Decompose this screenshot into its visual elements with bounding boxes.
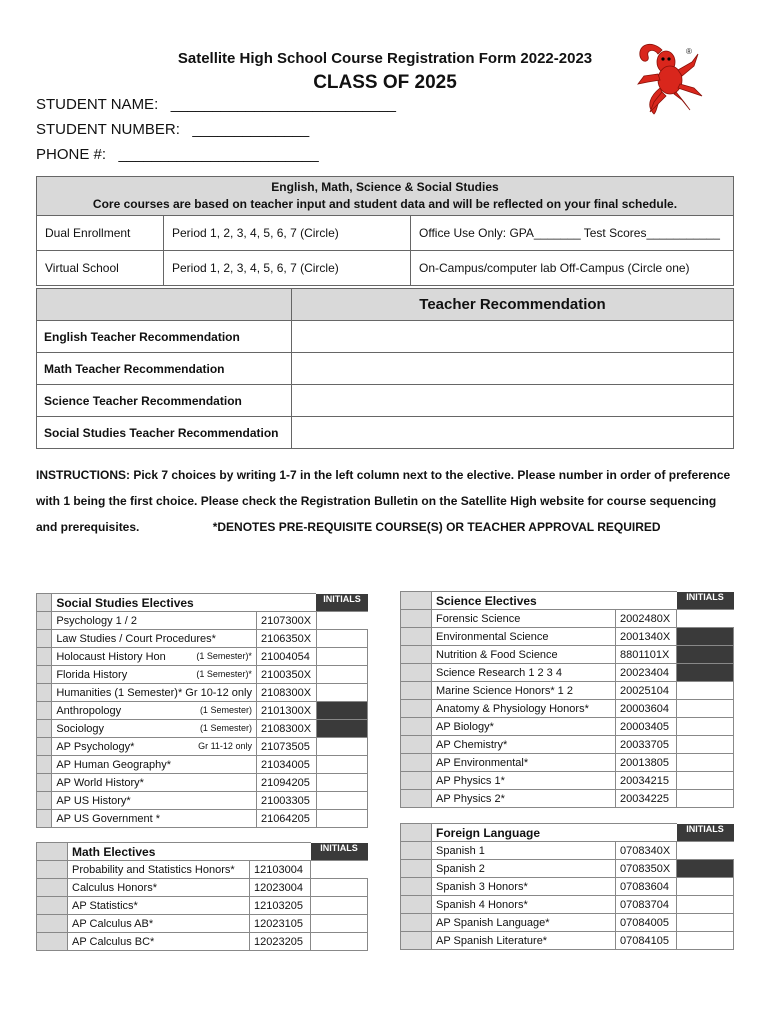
course-name-text: Probability and Statistics Honors* — [72, 863, 235, 876]
scorpion-logo-icon — [632, 40, 706, 122]
course-code: 2106350X — [256, 630, 316, 648]
recommendation-label: Math Teacher Recommendation — [37, 353, 292, 385]
choice-box[interactable] — [401, 664, 432, 682]
recommendation-label: Science Teacher Recommendation — [37, 385, 292, 417]
choice-box[interactable] — [37, 612, 52, 630]
course-name-text: AP Psychology* — [56, 740, 135, 753]
initials-box[interactable] — [316, 810, 367, 828]
choice-box[interactable] — [401, 860, 432, 878]
course-name — [432, 628, 616, 646]
science-electives-table — [400, 591, 734, 808]
recommendation-row — [37, 417, 734, 449]
course-row — [401, 736, 734, 754]
recommendation-entry[interactable] — [292, 417, 734, 449]
course-code: 12023105 — [250, 915, 311, 933]
course-name — [68, 861, 250, 879]
course-name-text: Nutrition & Food Science — [436, 648, 558, 661]
course-name — [432, 700, 616, 718]
course-code: 20034225 — [616, 790, 677, 808]
course-name — [432, 842, 616, 860]
campus-options[interactable]: On-Campus/computer lab Off-Campus (Circle one) — [411, 251, 734, 286]
initials-box[interactable] — [677, 772, 734, 790]
course-name — [52, 756, 257, 774]
course-name-text: Humanities (1 Semester)* Gr 10-12 only — [56, 686, 252, 699]
choice-box[interactable] — [37, 933, 68, 951]
initials-box[interactable] — [316, 756, 367, 774]
course-code: 20023404 — [616, 664, 677, 682]
course-name — [52, 810, 257, 828]
course-name — [432, 754, 616, 772]
course-name — [432, 664, 616, 682]
initials-box[interactable] — [677, 736, 734, 754]
recommendation-label: Social Studies Teacher Recommendation — [37, 417, 292, 449]
choice-box[interactable] — [37, 915, 68, 933]
choice-box[interactable] — [401, 592, 432, 610]
course-note: Gr 11-12 only — [198, 740, 252, 751]
course-row — [401, 790, 734, 808]
course-name — [52, 720, 257, 738]
course-code: 2108300X — [256, 684, 316, 702]
course-name — [432, 932, 616, 950]
foreign-language-table — [400, 823, 734, 950]
choice-box[interactable] — [37, 684, 52, 702]
initials-box[interactable] — [677, 790, 734, 808]
course-code: 2108300X — [256, 720, 316, 738]
initials-box[interactable] — [677, 754, 734, 772]
course-name-text: Science Research 1 2 3 4 — [436, 666, 562, 679]
course-name-text: AP Physics 2* — [436, 792, 505, 805]
student-name-field[interactable]: STUDENT NAME: ___________________________ — [36, 96, 396, 113]
course-code: 12103205 — [250, 897, 311, 915]
course-row — [37, 933, 368, 951]
course-name — [68, 879, 250, 897]
math-electives-table — [36, 842, 368, 951]
course-name — [68, 915, 250, 933]
choice-box[interactable] — [37, 861, 68, 879]
course-row — [401, 682, 734, 700]
core-heading-line2: Core courses are based on teacher input and student data and will be reflected on your final schedule. — [92, 197, 678, 211]
initials-box[interactable] — [677, 914, 734, 932]
course-code: 21094205 — [256, 774, 316, 792]
recommendation-row — [37, 385, 734, 417]
choice-box[interactable] — [401, 772, 432, 790]
course-row — [37, 756, 368, 774]
course-name — [432, 790, 616, 808]
course-note: (1 Semester)* — [196, 668, 252, 679]
course-row — [37, 720, 368, 738]
course-row — [401, 932, 734, 950]
course-name-text: AP Calculus BC* — [72, 935, 155, 948]
course-name-text: AP Spanish Language* — [436, 916, 550, 929]
course-row — [37, 879, 368, 897]
choice-box[interactable] — [37, 666, 52, 684]
choice-box[interactable] — [401, 932, 432, 950]
course-code: 20013805 — [616, 754, 677, 772]
recommendation-entry[interactable] — [292, 353, 734, 385]
course-code: 2001340X — [616, 628, 677, 646]
choice-box[interactable] — [401, 878, 432, 896]
course-name — [52, 666, 257, 684]
initials-box[interactable] — [316, 666, 367, 684]
recommendation-row — [37, 353, 734, 385]
initials-box[interactable] — [311, 933, 368, 951]
course-code: 20025104 — [616, 682, 677, 700]
course-name-text: AP Biology* — [436, 720, 494, 733]
core-courses-table — [36, 176, 734, 286]
row-label: Dual Enrollment — [37, 216, 164, 251]
initials-box[interactable] — [311, 879, 368, 897]
course-name — [432, 646, 616, 664]
choice-box[interactable] — [401, 842, 432, 860]
course-name — [52, 684, 257, 702]
course-row — [37, 648, 368, 666]
course-name-text: Environmental Science — [436, 630, 549, 643]
course-row — [401, 896, 734, 914]
initials-box[interactable] — [311, 915, 368, 933]
choice-box[interactable] — [401, 628, 432, 646]
course-code: 21003305 — [256, 792, 316, 810]
course-code: 21064205 — [256, 810, 316, 828]
course-name-text: Calculus Honors* — [72, 881, 157, 894]
teacher-recommendation-heading: Teacher Recommendation — [292, 289, 734, 321]
choice-box[interactable] — [37, 702, 52, 720]
course-name-text: Spanish 3 Honors* — [436, 880, 528, 893]
initials-box[interactable] — [677, 860, 734, 878]
course-row — [401, 754, 734, 772]
course-row — [401, 860, 734, 878]
course-code: 2107300X — [256, 612, 316, 630]
choice-box[interactable] — [401, 790, 432, 808]
course-name — [432, 610, 616, 628]
course-name-text: AP Spanish Literature* — [436, 934, 548, 947]
course-name — [432, 718, 616, 736]
dual-enrollment-row — [37, 216, 734, 251]
choice-box[interactable] — [401, 610, 432, 628]
course-row — [401, 842, 734, 860]
course-row — [401, 772, 734, 790]
initials-header: INITIALS — [311, 843, 368, 861]
course-code: 07083604 — [616, 878, 677, 896]
choice-box[interactable] — [37, 630, 52, 648]
course-name-text: Anthropology — [56, 704, 122, 717]
choice-box[interactable] — [37, 774, 52, 792]
course-name-text: Holocaust History Hon — [56, 650, 166, 663]
course-name-text: Spanish 1 — [436, 844, 485, 857]
choice-box[interactable] — [401, 700, 432, 718]
course-name-text: Law Studies / Court Procedures* — [56, 632, 216, 645]
course-row — [401, 914, 734, 932]
course-code: 12103004 — [250, 861, 311, 879]
course-name-text: Spanish 4 Honors* — [436, 898, 528, 911]
recommendation-label: English Teacher Recommendation — [37, 321, 292, 353]
initials-box[interactable] — [677, 878, 734, 896]
course-name — [52, 612, 257, 630]
choice-box[interactable] — [401, 914, 432, 932]
course-name-text: AP US History* — [56, 794, 131, 807]
choice-box[interactable] — [37, 897, 68, 915]
choice-box[interactable] — [37, 756, 52, 774]
course-code: 20033705 — [616, 736, 677, 754]
teacher-recommendation-table — [36, 288, 734, 449]
course-row — [37, 684, 368, 702]
period-options[interactable]: Period 1, 2, 3, 4, 5, 6, 7 (Circle) — [164, 216, 411, 251]
course-row — [401, 700, 734, 718]
prerequisite-note: *DENOTES PRE-REQUISITE COURSE(S) OR TEACHER APPROVAL REQUIRED — [212, 520, 661, 534]
course-name — [432, 682, 616, 700]
choice-box[interactable] — [401, 754, 432, 772]
initials-box[interactable] — [677, 682, 734, 700]
initials-box[interactable] — [316, 630, 367, 648]
virtual-school-row — [37, 251, 734, 286]
student-number-field[interactable]: STUDENT NUMBER: ______________ — [36, 121, 310, 138]
initials-box[interactable] — [677, 718, 734, 736]
initials-box[interactable] — [677, 700, 734, 718]
course-name-text: Forensic Science — [436, 612, 521, 625]
initials-box[interactable] — [677, 646, 734, 664]
course-row — [37, 810, 368, 828]
initials-box[interactable] — [316, 738, 367, 756]
svg-text:®: ® — [686, 47, 692, 56]
choice-box[interactable] — [37, 594, 52, 612]
course-name-text: Psychology 1 / 2 — [56, 614, 138, 627]
course-row — [401, 718, 734, 736]
period-options[interactable]: Period 1, 2, 3, 4, 5, 6, 7 (Circle) — [164, 251, 411, 286]
initials-box[interactable] — [677, 628, 734, 646]
course-name — [52, 774, 257, 792]
course-code: 12023205 — [250, 933, 311, 951]
course-row — [37, 612, 368, 630]
initials-box[interactable] — [677, 896, 734, 914]
initials-box[interactable] — [316, 648, 367, 666]
course-name-text: AP Statistics* — [72, 899, 138, 912]
course-row — [401, 664, 734, 682]
course-name — [52, 702, 257, 720]
course-row — [37, 666, 368, 684]
course-row — [37, 861, 368, 879]
choice-box[interactable] — [37, 879, 68, 897]
choice-box[interactable] — [401, 682, 432, 700]
course-row — [37, 630, 368, 648]
course-code: 2100350X — [256, 666, 316, 684]
course-code: 21073505 — [256, 738, 316, 756]
course-name-text: AP Physics 1* — [436, 774, 505, 787]
course-row — [37, 738, 368, 756]
choice-box[interactable] — [37, 843, 68, 861]
course-name — [52, 792, 257, 810]
recommendation-entry[interactable] — [292, 385, 734, 417]
course-code: 2002480X — [616, 610, 677, 628]
core-heading-line1: English, Math, Science & Social Studies — [271, 180, 499, 194]
course-code: 21034005 — [256, 756, 316, 774]
course-code: 12023004 — [250, 879, 311, 897]
office-use-field[interactable]: Office Use Only: GPA_______ Test Scores___________ — [411, 216, 734, 251]
course-row — [37, 792, 368, 810]
course-code: 0708340X — [616, 842, 677, 860]
course-note: (1 Semester)* — [196, 650, 252, 661]
course-row — [37, 915, 368, 933]
course-name — [52, 648, 257, 666]
course-name-text: AP Chemistry* — [436, 738, 508, 751]
initials-box[interactable] — [677, 664, 734, 682]
course-name-text: Marine Science Honors* 1 2 — [436, 684, 573, 697]
initials-box[interactable] — [316, 720, 367, 738]
course-name-text: AP US Government * — [56, 812, 161, 825]
choice-box[interactable] — [37, 720, 52, 738]
course-row — [37, 774, 368, 792]
choice-box[interactable] — [37, 810, 52, 828]
choice-box[interactable] — [401, 896, 432, 914]
course-row — [401, 628, 734, 646]
initials-box[interactable] — [316, 702, 367, 720]
course-note: (1 Semester) — [199, 704, 252, 715]
initials-box[interactable] — [316, 774, 367, 792]
recommendation-entry[interactable] — [292, 321, 734, 353]
course-name — [52, 630, 257, 648]
math-title: Math Electives — [68, 843, 311, 861]
choice-box[interactable] — [401, 718, 432, 736]
choice-box[interactable] — [37, 738, 52, 756]
course-code: 07084005 — [616, 914, 677, 932]
initials-box[interactable] — [316, 684, 367, 702]
choice-box[interactable] — [401, 824, 432, 842]
course-name — [432, 772, 616, 790]
course-code: 21004054 — [256, 648, 316, 666]
row-label: Virtual School — [37, 251, 164, 286]
course-name-text: Florida History — [56, 668, 128, 681]
course-row — [401, 610, 734, 628]
course-name-text: Spanish 2 — [436, 862, 485, 875]
course-code: 20034215 — [616, 772, 677, 790]
social-studies-title: Social Studies Electives — [52, 594, 317, 612]
course-name — [432, 914, 616, 932]
class-of-heading: CLASS OF 2025 — [313, 72, 457, 93]
initials-header: INITIALS — [316, 594, 367, 612]
instructions-block — [36, 462, 736, 540]
choice-box[interactable] — [401, 736, 432, 754]
course-row — [401, 646, 734, 664]
choice-box[interactable] — [401, 646, 432, 664]
initials-box[interactable] — [311, 897, 368, 915]
course-code: 07083704 — [616, 896, 677, 914]
course-name-text: Anatomy & Physiology Honors* — [436, 702, 589, 715]
course-name — [432, 896, 616, 914]
initials-box[interactable] — [677, 932, 734, 950]
course-name-text: AP Human Geography* — [56, 758, 172, 771]
core-courses-heading — [37, 177, 734, 216]
rec-corner — [37, 289, 292, 321]
course-code: 2101300X — [256, 702, 316, 720]
course-name-text: Sociology — [56, 722, 105, 735]
course-name — [68, 933, 250, 951]
course-name-text: AP World History* — [56, 776, 144, 789]
course-name — [432, 860, 616, 878]
initials-box[interactable] — [316, 792, 367, 810]
course-note: (1 Semester) — [199, 722, 252, 733]
choice-box[interactable] — [37, 648, 52, 666]
foreign-language-title: Foreign Language — [432, 824, 677, 842]
phone-field[interactable]: PHONE #: ________________________ — [36, 146, 319, 163]
course-name — [432, 736, 616, 754]
course-code: 0708350X — [616, 860, 677, 878]
course-code: 8801101X — [616, 646, 677, 664]
course-name — [68, 897, 250, 915]
course-name — [52, 738, 257, 756]
course-row — [37, 897, 368, 915]
choice-box[interactable] — [37, 792, 52, 810]
course-name-text: AP Calculus AB* — [72, 917, 154, 930]
social-studies-electives-table — [36, 593, 368, 828]
course-code: 07084105 — [616, 932, 677, 950]
course-row — [37, 702, 368, 720]
course-name-text: AP Environmental* — [436, 756, 529, 769]
course-code: 20003604 — [616, 700, 677, 718]
course-code: 20003405 — [616, 718, 677, 736]
initials-header: INITIALS — [677, 824, 734, 842]
course-row — [401, 878, 734, 896]
instructions-text: INSTRUCTIONS: Pick 7 choices by writing 1-7 in the left column next to the elective. Please number in order of preference with 1 being the first choice. Please check the Registration Bulletin on the Satellite High website for course sequencing and prerequisites. — [36, 468, 731, 534]
recommendation-row — [37, 321, 734, 353]
initials-header: INITIALS — [677, 592, 734, 610]
form-title: Satellite High School Course Registration Form 2022-2023 — [177, 50, 593, 67]
course-name — [432, 878, 616, 896]
science-title: Science Electives — [432, 592, 677, 610]
